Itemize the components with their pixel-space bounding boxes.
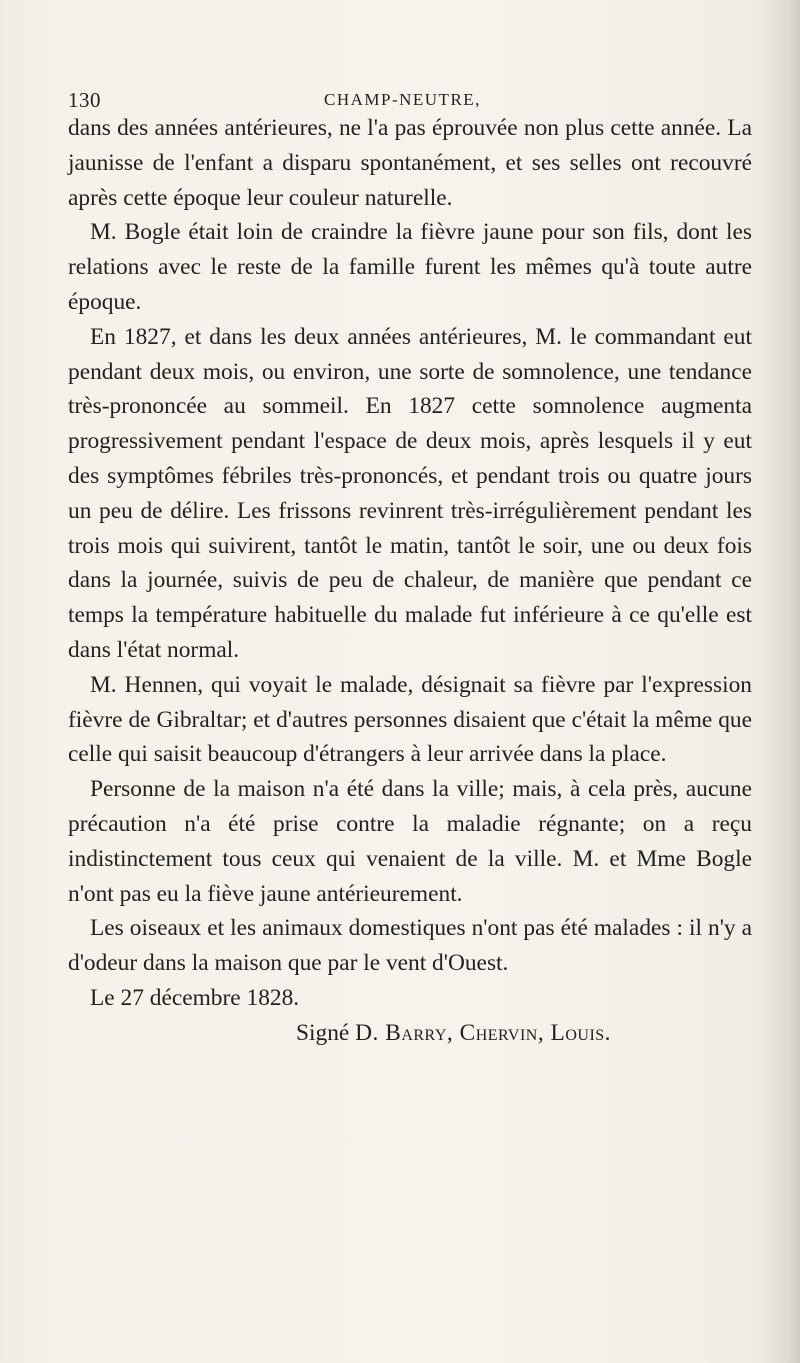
closing-date: Le 27 décembre 1828. (90, 984, 300, 1011)
body-text (68, 111, 752, 1051)
signed-label: Signé (296, 1019, 350, 1046)
paragraph-bogle-son: M. Bogle était loin de craindre la fièvre jaune pour son fils, dont les relations avec le reste de la famille furent les mêmes qu'à toute autre époque. (68, 219, 752, 315)
paragraph-somnolence: En 1827, et dans les deux années antérieures, M. le commandant eut pendant deux mois, ou environ, une sorte de somnolence, une tendance très-prononcée au sommeil. En 1827 cette somnolence augmenta progressivement pendant l'espace de deux mois, après lesquels il y eut des symptômes fébriles très-prononcés, et pendant trois ou quatre jours un peu de délire. Les frissons revinrent très-irrégulièrement pendant les trois mois qui suivirent, tantôt le matin, tantôt le soir, une ou deux fois dans la journée, suivis de peu de chaleur, de manière que pendant ce temps la température habituelle du malade fut inférieure à ce qu'elle est dans l'état normal. (68, 323, 752, 663)
page-edge-shadow (760, 0, 800, 1363)
running-title: CHAMP-NEUTRE, (324, 90, 481, 109)
signatories: D. Barry, Chervin, Louis. (355, 1019, 612, 1046)
paragraph-hennen: M. Hennen, qui voyait le malade, désignait sa fièvre par l'expression fièvre de Gibraltar; et d'autres personnes disaient que c'était la même que celle qui saisit beaucoup d'étrangers à leur arrivée dans la place. (68, 671, 752, 768)
paragraph-animals: Les oiseaux et les animaux domestiques n'ont pas été malades : il n'y a d'odeur dans la maison que par le vent d'Ouest. (68, 915, 752, 977)
paragraph-continuation: dans des années antérieures, ne l'a pas éprouvée non plus cette année. La jaunisse de l'enfant a disparu spontanément, et ses selles ont recouvré après cette époque leur couleur naturelle. (68, 115, 752, 211)
page-number: 130 (68, 88, 101, 112)
paragraph-precautions: Personne de la maison n'a été dans la ville; mais, à cela près, aucune précaution n'a été prise contre la maladie régnante; on a reçu indistinctement tous ceux qui venaient de la ville. M. et Mme Bogle n'ont pas eu la fiève jaune antérieurement. (68, 776, 752, 907)
signature-line (68, 1016, 752, 1051)
